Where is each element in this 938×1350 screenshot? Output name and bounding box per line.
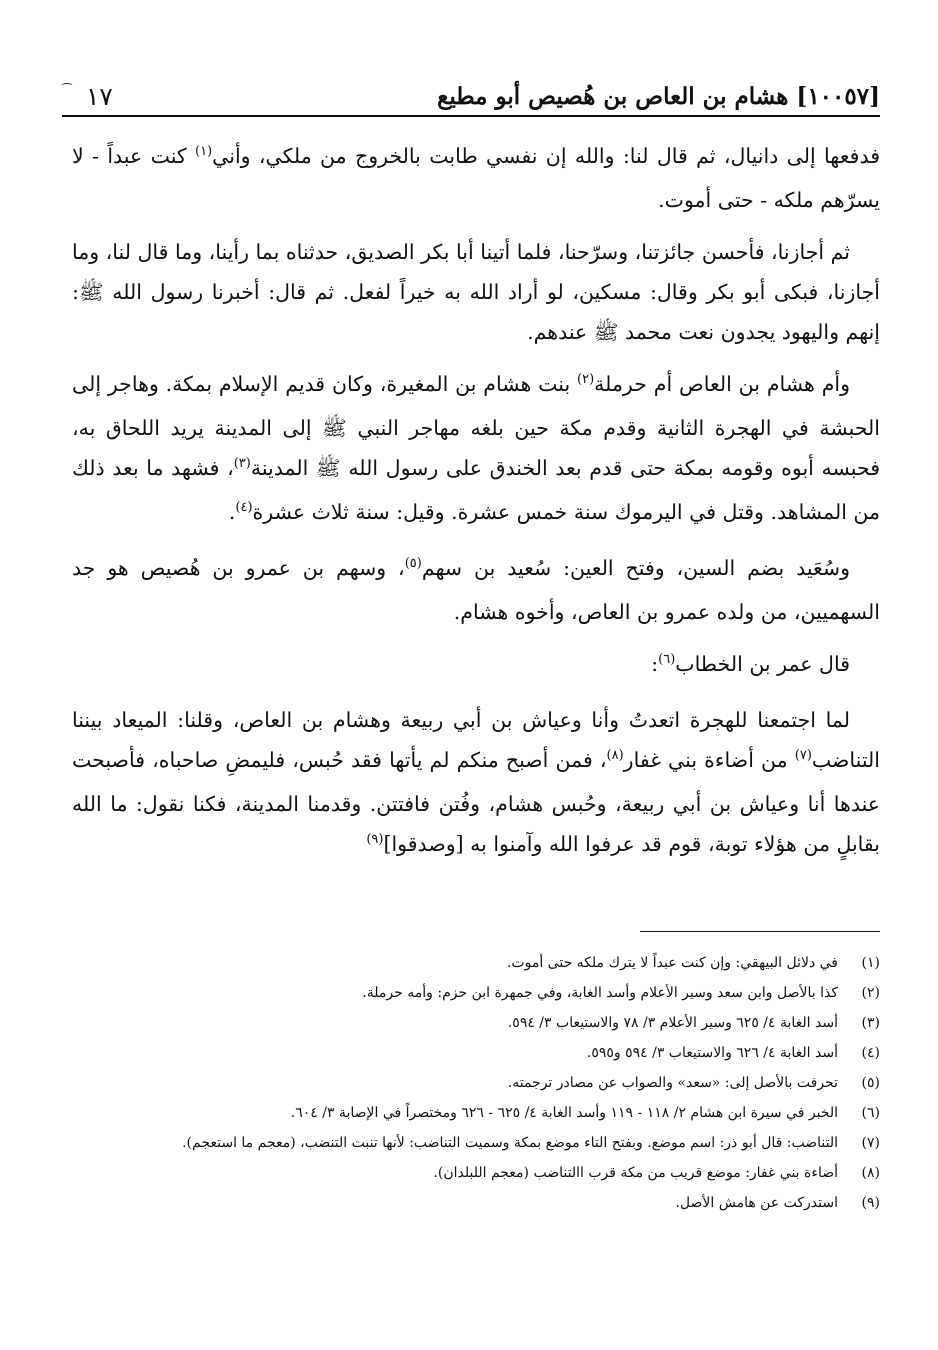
footnote (72, 1038, 880, 1068)
footnote (72, 1098, 880, 1128)
main-text (72, 136, 880, 880)
footnote-number: (٢) (861, 985, 880, 1001)
footnote-ref-6: (٦) (658, 652, 676, 667)
footnote-text: استدركت عن هامش الأصل. (675, 1195, 838, 1211)
footnote-number: (٤) (861, 1045, 880, 1061)
paragraph-text: ، وسهم بن عمرو بن هُصيص هو جد السهميين، من ولده عمرو بن العاص، وأخوه هشام. (72, 556, 880, 624)
header-rule (62, 115, 880, 117)
footnote-ref-4: (٤) (235, 500, 253, 515)
footnote-ref-9: (٩) (366, 832, 384, 847)
paragraph-text: . (228, 500, 236, 524)
page-number: ١٧ (86, 82, 113, 111)
footnote-number: (٦) (861, 1105, 880, 1121)
footnote-text: في دلائل البيهقي: وإن كنت عبداً لا يترك ملكه حتى أموت. (506, 955, 838, 971)
footnote-number: (٩) (861, 1195, 880, 1211)
paragraph-text: قال عمر بن الخطاب (675, 652, 850, 676)
paragraph-text: فدفعها إلى دانيال، ثم قال لنا: والله إن نفسي طابت بالخروج من ملكي، وأني (212, 144, 881, 168)
footnote-number: (٣) (861, 1015, 880, 1031)
footnote (72, 1008, 880, 1038)
footnote-number: (٧) (861, 1135, 880, 1151)
paragraph-3 (72, 364, 880, 536)
page-header (62, 82, 880, 116)
footnote-ref-5: (٥) (404, 556, 422, 571)
paragraph-5 (72, 644, 880, 688)
paragraph-text: لما اجتمعنا للهجرة اتعدتُ وأنا وعياش بن أبي ربيعة وهشام بن العاص، وقلنا: الميعاد بيننا التناضب (72, 708, 880, 772)
footnote (72, 1188, 880, 1218)
footnote-text: أسد الغابة ٤/ ٦٢٥ وسير الأعلام ٣/ ٧٨ والاستيعاب ٣/ ٥٩٤. (507, 1015, 838, 1031)
footnote (72, 1068, 880, 1098)
paragraph-6 (72, 700, 880, 868)
footnote (72, 1128, 880, 1158)
footnote-text: الخبر في سيرة ابن هشام ٢/ ١١٨ - ١١٩ وأسد الغابة ٤/ ٦٢٥ - ٦٢٦ ومختصراً في الإصابة ٣/ ٦٠٤. (290, 1105, 838, 1121)
paragraph-text: ، فشهد ما بعد ذلك من المشاهد. وقتل في اليرموك سنة خمس عشرة. وقيل: سنة ثلاث عشرة (72, 456, 880, 524)
footnote (72, 978, 880, 1008)
footnote-ref-8: (٨) (606, 748, 624, 763)
footnote-text: تحرفت بالأصل إلى: «سعد» والصواب عن مصادر ترجمته. (507, 1075, 838, 1091)
footnote (72, 948, 880, 978)
footnote-text: أسد الغابة ٤/ ٦٢٦ والاستيعاب ٣/ ٥٩٤ و٥٩٥. (586, 1045, 838, 1061)
running-title: [١٠٠٥٧] هشام بن العاص بن هُصيص أبو مطيع (437, 83, 880, 110)
footnote-ref-3: (٣) (233, 456, 251, 471)
paragraph-2 (72, 232, 880, 352)
paragraph-text: ثم أجازنا، فأحسن جائزتنا، وسرّحنا، فلما أتينا أبا بكر الصديق، حدثناه بما رأينا، وما قال لنا، وما أجازنا، فبكى أبو بكر وقال: مسكين، لو أراد الله به خيراً لفعل. ثم قال: أخبرنا رسول الله ﷺ: إنهم واليهود يجدون نعت محمد ﷺ عندهم. (72, 240, 880, 344)
paragraph-text: من أضاءة بني غفار (623, 748, 795, 772)
paragraph-text: وسُعَيد بضم السين، وفتح العين: سُعيد بن سهم (421, 556, 850, 580)
footnote-number: (٥) (861, 1075, 880, 1091)
footnote-ref-2: (٢) (577, 372, 595, 387)
footnote-number: (١) (861, 955, 880, 971)
footnote-text: أضاءة بني غفار: موضع قريب من مكة قرب االتناضب (معجم اللبلدان). (433, 1165, 838, 1181)
footnote-ref-1: (١) (195, 144, 213, 159)
footnote-ref-7: (٧) (794, 748, 812, 763)
footnote-rule (640, 931, 880, 932)
paragraph-text: وأم هشام بن العاص أم حرملة (594, 372, 850, 396)
paragraph-4 (72, 548, 880, 632)
paragraph-text: بنت هشام بن المغيرة، وكان قديم الإسلام بمكة. وهاجر إلى الحبشة في الهجرة الثانية وقدم مكة حين بلغه مهاجر النبي ﷺ إلى المدينة يريد اللحاق به، فحبسه أبوه وقومه بمكة حتى قدم بعد الخندق على رسول الله ﷺ المدينة (72, 372, 880, 480)
paragraph-1 (72, 136, 880, 220)
footnote (72, 1158, 880, 1188)
footnotes (72, 948, 880, 1218)
header-mark: ⁀ (62, 83, 72, 97)
footnote-number: (٨) (861, 1165, 880, 1181)
footnote-text: كذا بالأصل وابن سعد وسير الأعلام وأسد الغابة، وفي جمهرة ابن حزم: وأمه حرملة. (362, 985, 838, 1001)
footnote-text: التناضب: قال أبو ذر: اسم موضع. وبفتح التاء موضع بمكة وسميت التناضب: لأنها تنبت التنضب، (معجم ما استعجم). (182, 1135, 838, 1151)
paragraph-text: ، فمن أصبح منكم لم يأتها فقد حُبس، فليمضِ صاحباه، فأصبحت عندها أنا وعياش بن أبي ربيعة، وحُبس هشام، وفُتن فافتتن. وقدمنا المدينة، فكنا نقول: ما الله بقابلٍ من هؤلاء توبة، قوم قد عرفوا الله وآمنوا به [وصدقوا] (72, 748, 880, 856)
paragraph-text: كنت عبداً - لا يسرّهم ملكه - حتى أموت. (72, 144, 880, 212)
paragraph-text: : (651, 652, 659, 676)
